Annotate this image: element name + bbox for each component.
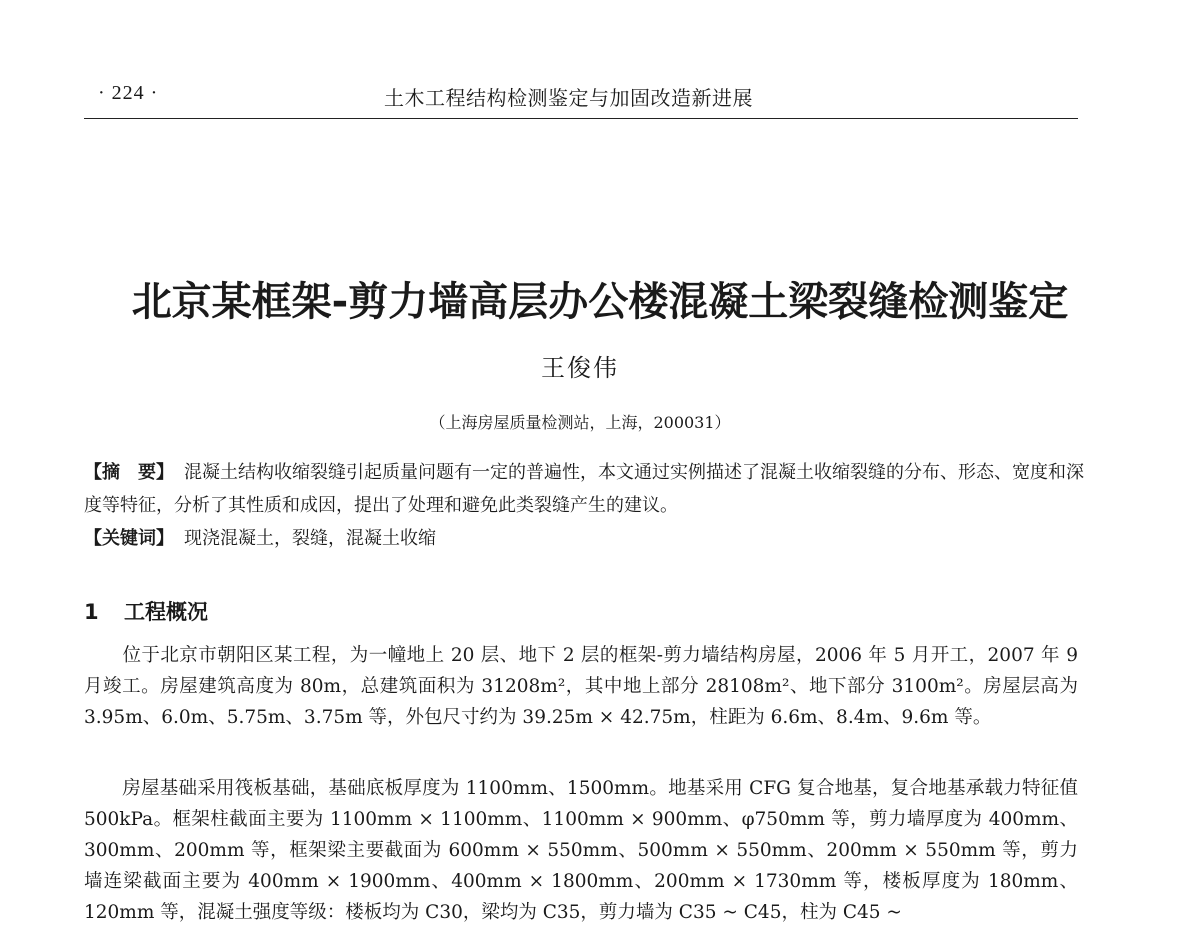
- section-number: 1: [84, 600, 99, 624]
- body-paragraph: [84, 773, 1078, 928]
- author-name: 王俊伟: [541, 354, 619, 382]
- body-paragraph: [84, 640, 1078, 733]
- abstract-label: 【摘 要】: [84, 462, 174, 483]
- article-title: 北京某框架-剪力墙高层办公楼混凝土梁裂缝检测鉴定: [131, 279, 1069, 325]
- keywords-label: 【关键词】: [84, 528, 174, 549]
- abstract: [84, 456, 1084, 522]
- section-title: 工程概况: [124, 600, 208, 624]
- journal-title: 土木工程结构检测鉴定与加固改造新进展: [384, 86, 753, 110]
- page-number: · 224 ·: [98, 82, 159, 104]
- abstract-text: 混凝土结构收缩裂缝引起质量问题有一定的普遍性，本文通过实例描述了混凝土收缩裂缝的分布、形态、宽度和深度等特征，分析了其性质和成因，提出了处理和避免此类裂缝产生的建议。: [84, 462, 1084, 516]
- section-heading: [84, 596, 208, 626]
- running-header: [84, 82, 1078, 116]
- paragraph-text: 位于北京市朝阳区某工程，为一幢地上 20 层、地下 2 层的框架-剪力墙结构房屋，2006 年 5 月开工，2007 年 9 月竣工。房屋建筑高度为 80m，总建筑面积为 31208m²，其中地上部分 28108m²、地下部分 3100m²。房屋层高为 3.95m、6.0m、5.75m、3.75m 等，外包尺寸约为 39.25m × 42.75m，柱距为 6.6m、8.4m、9.6m 等。: [84, 645, 1078, 728]
- author-affiliation: （上海房屋质量检测站，上海，200031）: [429, 413, 731, 432]
- header-rule: [84, 118, 1078, 119]
- keywords-text: 现浇混凝土，裂缝，混凝土收缩: [184, 528, 436, 549]
- keywords: [84, 522, 1084, 555]
- paragraph-text: 房屋基础采用筏板基础，基础底板厚度为 1100mm、1500mm。地基采用 CFG 复合地基，复合地基承载力特征值 500kPa。框架柱截面主要为 1100mm × 1100mm、1100mm × 900mm、φ750mm 等，剪力墙厚度为 400mm、300mm、200mm 等，框架梁主要截面为 600mm × 550mm、500mm × 550mm、200mm × 550mm 等，剪力墙连梁截面主要为 400mm × 1900mm、400mm × 1800mm、200mm × 1730mm 等，楼板厚度为 180mm、120mm 等，混凝土强度等级：楼板均为 C30，梁均为 C35，剪力墙为 C35 ~ C45，柱为 C45 ~: [84, 778, 1078, 923]
